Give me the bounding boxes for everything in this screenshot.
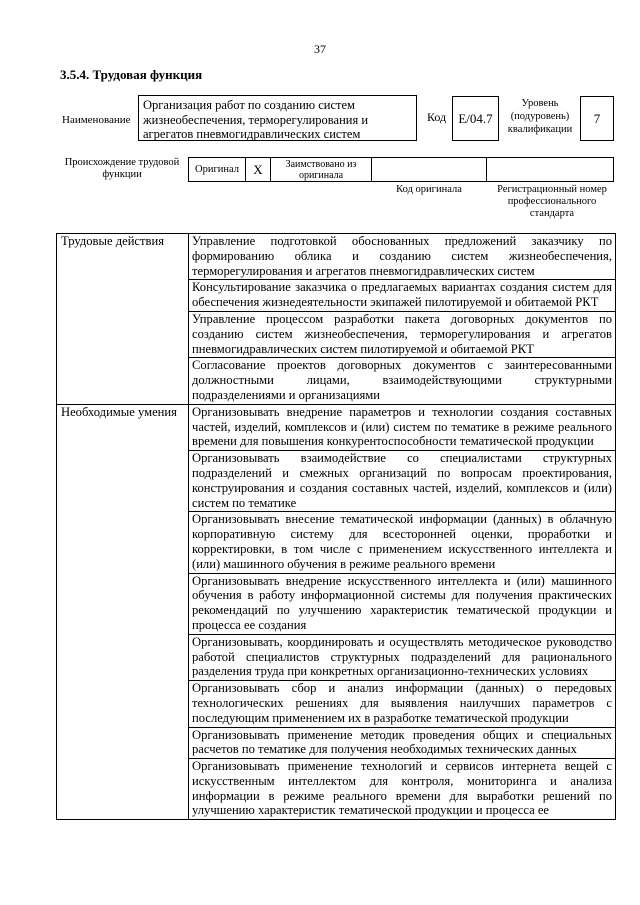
list-item: Организовывать внесение тематической информации (данных) в облачную корпоративную систему для всесторонней оценки, проработки и корректировки, в том числе с применением искусственного интеллекта и (или) машинного обучения в режиме реального времени (189, 512, 616, 573)
list-item: Консультирование заказчика о предлагаемых вариантах создания систем для обеспечения жизнедеятельности экипажей пилотируемой и обитаемой РКТ (189, 280, 616, 312)
table-row (57, 234, 616, 280)
borrowed-label-cell: Заимствовано из оригинала (270, 157, 372, 182)
code-original-label: Код оригинала (396, 184, 462, 195)
list-item: Организовывать применение методик проведения общих и специальных расчетов по тематике для получения необходимых технических данных (189, 727, 616, 759)
category-cell: Трудовые действия (57, 234, 189, 405)
name-label: Наименование (62, 114, 131, 126)
section-title: 3.5.4. Трудовая функция (60, 67, 203, 82)
list-item: Управление процессом разработки пакета договорных документов по созданию систем жизнеобеспечения, терморегулирования и агрегатов пневмогидравлических систем пилотируемой и обитаемой РКТ (189, 311, 616, 357)
list-item: Согласование проектов договорных документов с заинтересованными должностными лицами, взаимодействующими структурными подразделениями и организациями (189, 358, 616, 404)
reg-number-label: Регистрационный номер профессионального стандарта (497, 184, 607, 219)
code-label: Код (427, 110, 447, 124)
original-mark-cell: X (245, 157, 271, 182)
list-item: Организовывать внедрение искусственного интеллекта и (или) машинного обучения в работу информационной системы для получения практических рекомендаций по улучшению характеристик тематической продукции и процесса ее создания (189, 573, 616, 634)
list-item: Организовывать внедрение параметров и технологии создания составных частей, изделий, комплексов и (или) систем по тематике в режиме реального времени для повышения конкурентоспособности тематической продукции (189, 404, 616, 450)
code-value-box: E/04.7 (452, 96, 499, 141)
code-original-cell (371, 157, 487, 182)
list-item: Организовывать сбор и анализ информации (данных) о передовых технологических решениях для выявления наилучших параметров с последующим применением их в разработке тематической продукции (189, 681, 616, 727)
function-name-box: Организация работ по созданию систем жизнеобеспечения, терморегулирования и агрегатов пневмогидравлических систем (138, 95, 417, 141)
list-item: Организовывать, координировать и осуществлять методическое руководство работой специалистов структурных подразделений для рационального разделения труда при конкретных организационно-технических условиях (189, 634, 616, 680)
list-item: Организовывать применение технологий и сервисов интернета вещей с искусственным интеллектом для контроля, мониторинга и анализа информации в режиме реального времени для выработки решений по улучшению характеристик тематической продукции и процесса ее (189, 759, 616, 820)
list-item: Управление подготовкой обоснованных предложений заказчику по формированию облика и созданию систем жизнеобеспечения, терморегулирования и агрегатов пневмогидравлических систем (189, 234, 616, 280)
category-cell: Необходимые умения (57, 404, 189, 820)
table-row (57, 404, 616, 450)
origin-label: Происхождение трудовой функции (64, 157, 180, 180)
function-details-table (56, 233, 616, 820)
level-label: Уровень (подуровень) квалификации (507, 98, 573, 135)
reg-number-cell (486, 157, 614, 182)
original-label-cell: Оригинал (188, 157, 246, 182)
level-value-box: 7 (580, 96, 614, 141)
list-item: Организовывать взаимодействие со специалистами структурных подразделений и смежных организаций по вопросам проектирования, конструирования и создания составных частей, изделий, комплексов и (или) систем по тематике (189, 451, 616, 512)
page-number: 37 (314, 42, 326, 56)
